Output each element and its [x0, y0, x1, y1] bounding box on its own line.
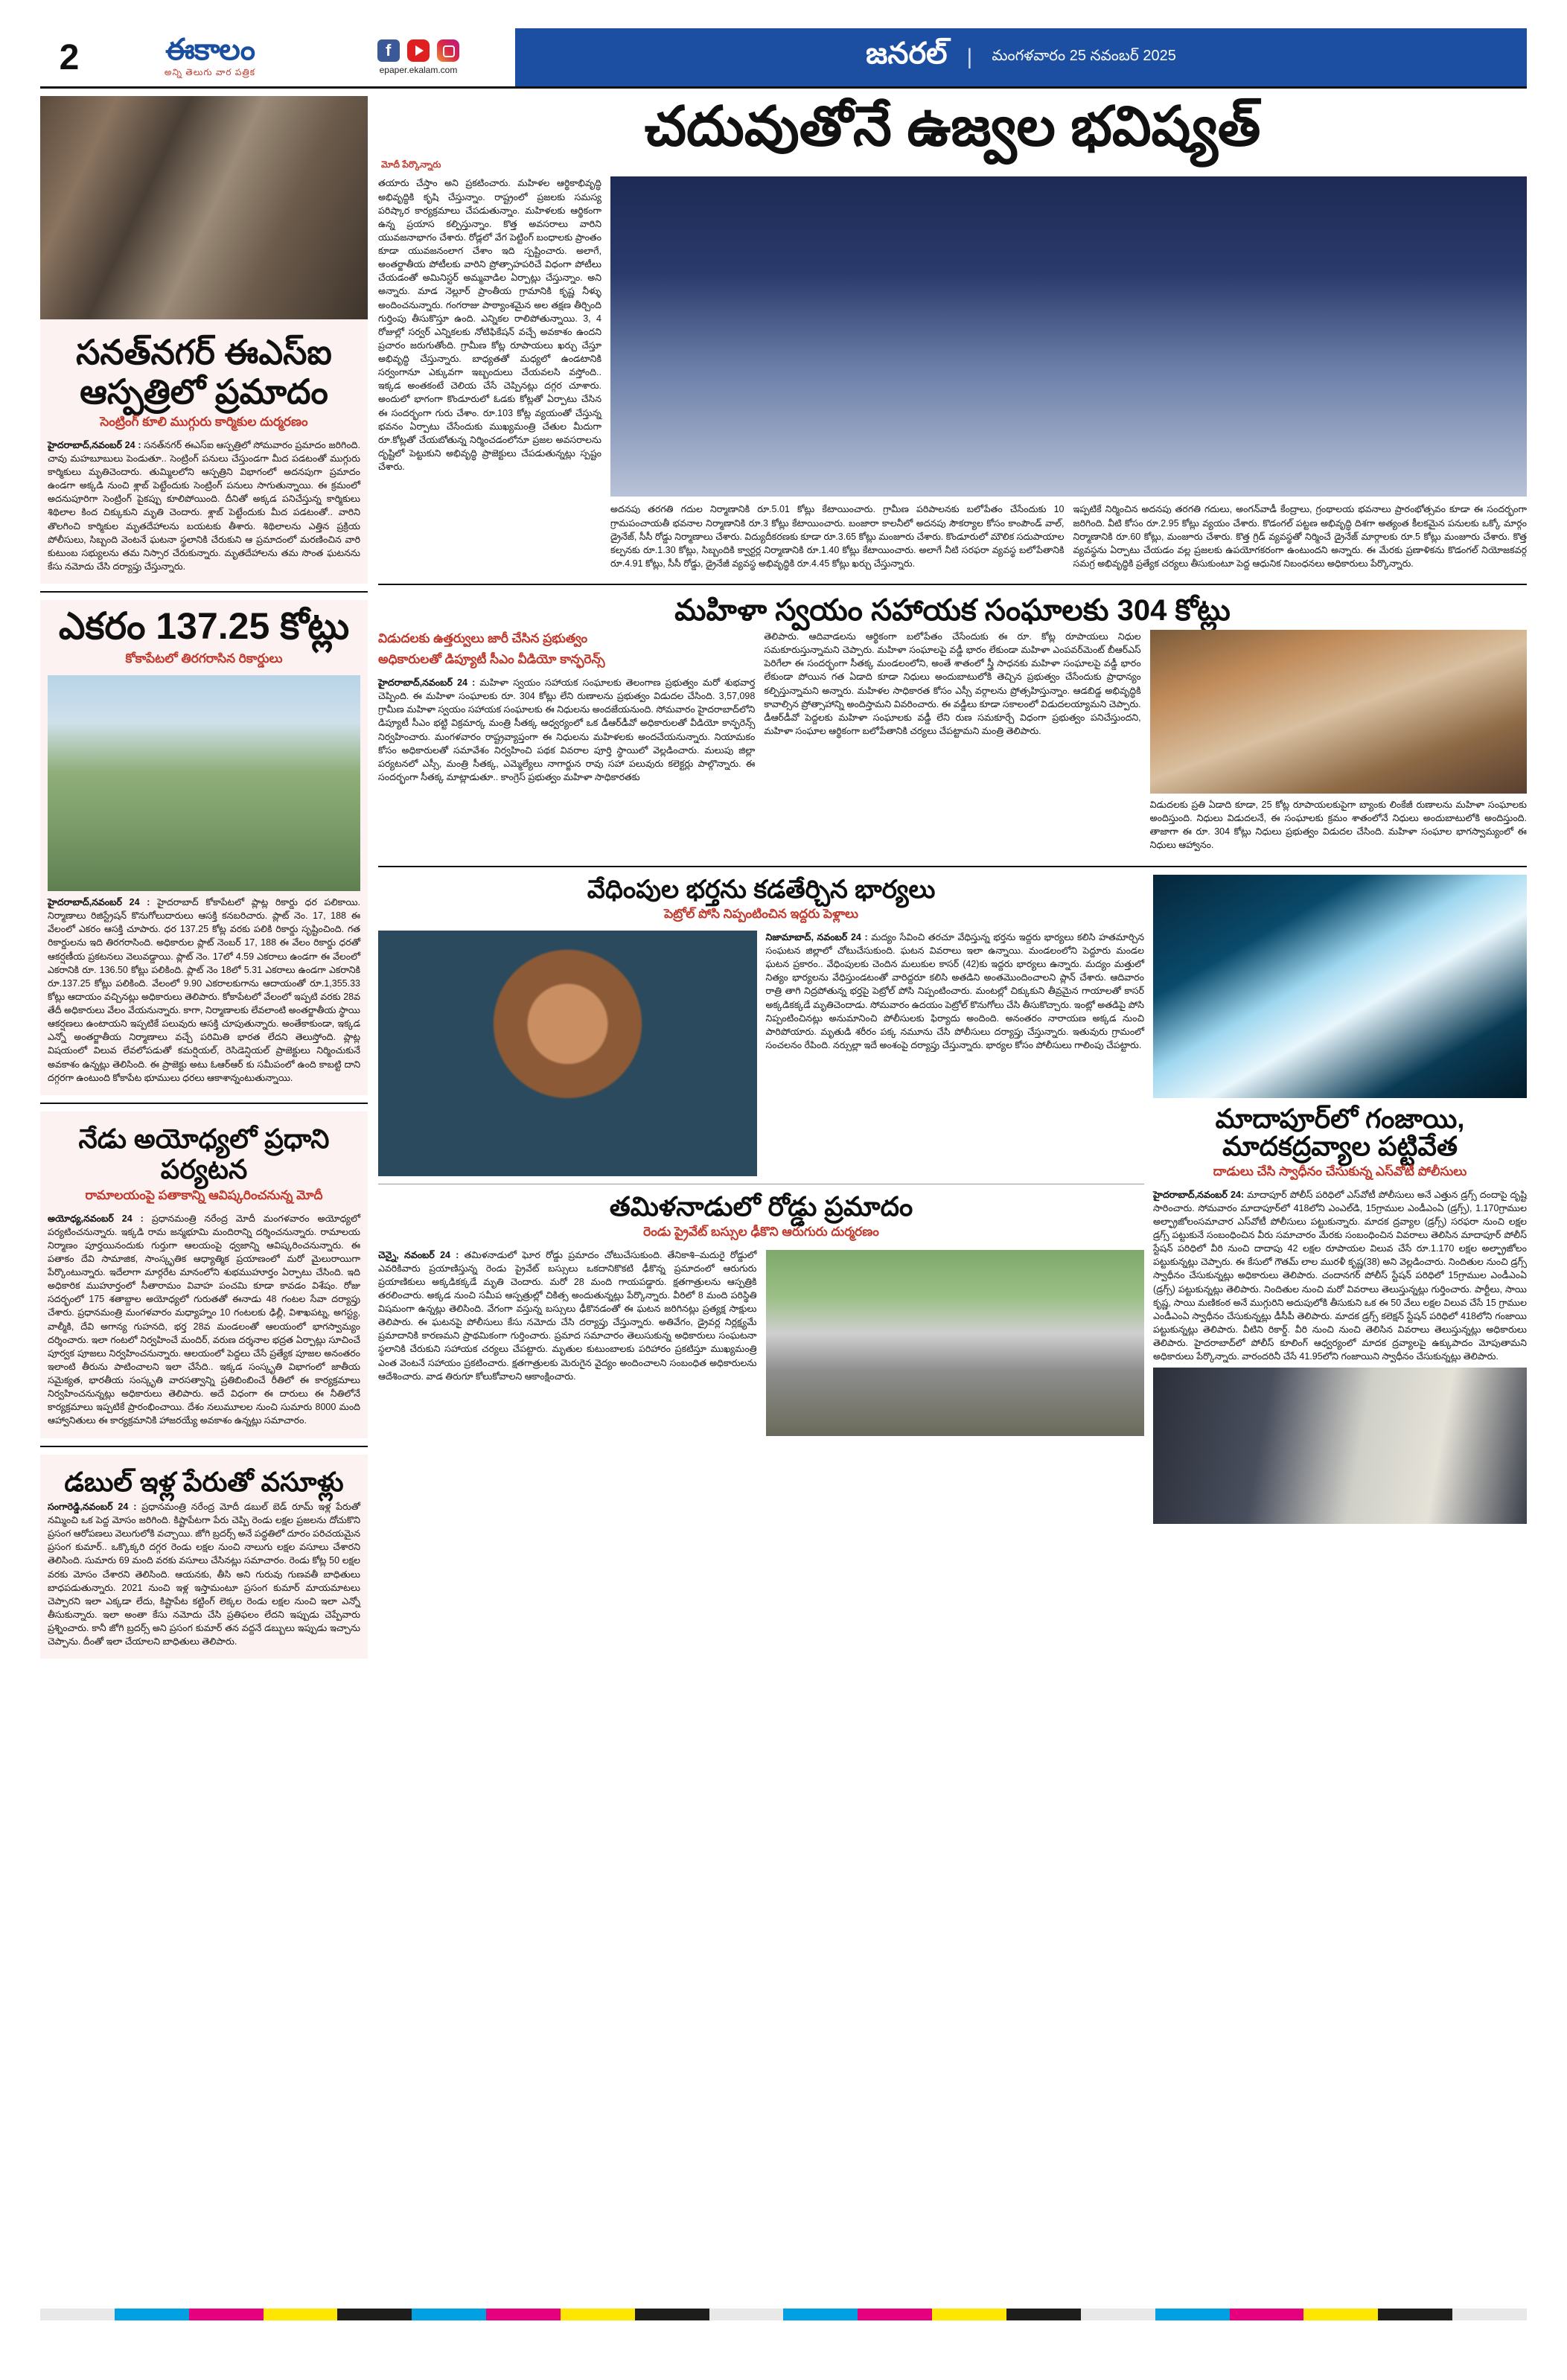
dateline-double-bedroom: సంగారెడ్డి,నవంబర్ 24 : [48, 1501, 137, 1512]
text-wives: మద్యం సేవించి తరచూ వేధిస్తున్న భర్తను ఇద్దరు భార్యలు కలిసి హతమార్చిన సంఘటన జిల్లాలో చోటుచేసుకుంది. ఘటన వివరాలు ఇలా ఉన్నాయి. మండలంలోని పెద్దూరు మండల ఘటన ప్రకారం.. వేధింపులకు చెందిన మలుకుల కాసర్ (42)కు ఇద్దరు భార్యలు ఉన్నారు. మద్యం మత్తులో నిత్యం భార్యలను వేధిస్తుండటంతో వారిద్దరూ కలిసి అతడిని అంతమొందించాలని ప్లాన్ చేశారు. ఆదివారం రాత్రి తాగి నిద్రపోతున్న భర్తపై పెట్రోల్ పోసి నిప్పంటించారు. మంటల్లో చిక్కుకుని తీవ్రమైన గాయాలతో కాసర్ అక్కడికక్కడే మృతిచెందాడు. సోమవారం ఉదయం పెట్రోల్ కొనుగోలు చేసి తీసుకొచ్చారు. ఇంట్లో అతడిపై పోసి నిప్పంటించినట్లు అనుమానించి పోలీసులకు ఫిర్యాదు అందింది. అనంతరం నారాయణ అక్కడ నుంచి పారిపోయారు. మృతుడి శరీరం పక్క నమూను చేసి పోలీసులు దర్యాప్తు చేస్తున్నారు. ఇతువురు గ్రామంలో సంచలనం రేపింది. నర్సుల్లా ఇదే అంశంపై దర్యాప్తు చేస్తున్నారు. భార్యల కోసం పోలీసులు గాలింపు చేపట్టారు. [765, 931, 1145, 1050]
subhead-esi-hospital: సెంట్రింగ్ కూలి ముగ్గురు కార్మికుల దుర్మరణం [100, 414, 308, 429]
youtube-icon[interactable] [407, 39, 430, 62]
text-tamilnadu: తమిళనాడులో ఘోర రోడ్డు ప్రమాదం చోటుచేసుకుంది. తేనికాశి–మదురై రోడ్డులో ఎవరికివారు ప్రయాణిస్తున్న రెండు ప్రైవేట్ బస్సులు ఒకదానికొకటి ఢీకొన్న ప్రమాదంలో ఆరుగురు ప్రయాణికులు అక్కడికక్కడే మృతి చెందారు. మరో 28 మంది గాయపడ్డారు. క్షతగాత్రులను ఆస్పత్రికి తరలించారు. అక్కడ నుంచి సమీప ఆస్పత్రుల్లో చికిత్స అందుతున్నట్లు పేర్కొన్నారు. వీరిలో 8 మంది పరిస్థితి విషమంగా ఉన్నట్లు తెలిసింది. వేగంగా వస్తున్న బస్సులు ఢీకొనడంతో ఈ ఘటన జరిగినట్లు ప్రత్యక్ష సాక్షులు తెలిపారు. ఈ ఘటనపై పోలీసులు కేసు నమోదు చేసి దర్యాప్తు చేస్తున్నారు. అతివేగం, డ్రైవర్ల నిర్లక్ష్యమే ప్రమాదానికి కారణమని ప్రాథమికంగా గుర్తించారు. ప్రమాద సమాచారం తెలుసుకున్న అధికారులు సంఘటనా స్థలానికి చేరుకుని సహాయక చర్యలు చేపట్టారు. మృతుల కుటుంబాలకు పరిహారం ప్రకటిస్తూ ముఖ్యమంత్రి ఎంత వెంటనే సహాయం ప్రకటించారు. క్షతగాత్రులకు మెరుగైన వైద్యం అందించాలని సంబంధిత అధికారులను ఆదేశించారు. వాడ తిరుగూ కోలుకోవాలని ఆకాంక్షించారు. [378, 1249, 757, 1382]
education-col-3 [1073, 503, 1528, 575]
subhead-kokapet: కోకాపేటలో తిరగరాసిన రికార్డులు [125, 651, 283, 666]
headline-madhapur-1: మాదాపూర్‌లో గంజాయి, [1215, 1103, 1465, 1134]
divider-3 [40, 1446, 368, 1447]
headline-esi-hospital: సనత్‌నగర్ ఈఎస్‌ఐ ఆస్పత్రిలో ప్రమాదం [76, 333, 332, 411]
headline-wives: వేధింపుల భర్తను కడతేర్చిన భార్యలు [587, 875, 936, 904]
social-icons [377, 39, 459, 62]
tamilnadu-columns [378, 1248, 1144, 1436]
dateline-tamilnadu: చెన్నై, నవంబర్ 24 : [378, 1249, 459, 1260]
story-esi-hospital [40, 319, 368, 584]
story-madhapur-drugs [1153, 875, 1527, 2300]
body-shg-1 [378, 676, 755, 784]
text-ayodhya: ప్రధానమంత్రి నరేంద్ర మోదీ మంగళవారం అయోధ్యలో పర్యటించనున్నారు. ఇక్కడి రామ జన్మభూమి మందిరాన్ని దర్శించనున్నారు. రామాలయ నిర్మాణం పూర్తయినందుకు గుర్తుగా ఆలయంపై ధ్వజాన్ని ఆవిష్కరించనున్నారు. ఈ పతాకం దేవి సామాజిక, సాంస్కృతిక ఆధ్యాత్మిక ప్రయాణంలో మరో మైలురాయిగా పేర్కొంటున్నారు. ఇదేలాగా మార్గరేట మానంలోని శుభముహూర్తం ఏర్పాటు చేసింది. ఇది అధికారిక ముహూర్తంలో సీతారామం వివాహ పంచమి కూడా కావడం విశేషం. రోజు సదర్భంలో 175 శతాబ్దాల అయోధ్యలో గురుతతో ఈనాడు 48 గంటల సేవా దర్యాప్తు చేశారు. ప్రధానమంత్రి మంగళవారం మధ్యాహ్నం 10 గంటలకు ఢిల్లీ, విశాఖపట్న, అగస్ట్య, వాల్మీకి, దేవి అగాన్య గుహనది, భర్త 28వ మండలంతో ఆలయంలో భాగస్వామ్యం దర్శించారు. ఇలా గంటలో నిర్వహించే మందిర్, వరుణ దర్శనాల భద్రత ఏర్పాట్లు సూచించే పూర్వక పూజలు నిర్వహించనున్నారు. ఆలయంలో పెద్దలు చేసే ప్రత్యేక పూజల అనంతరం ఇలాంటి తీరును పాటించాలని ఇలా చేసేది.. ఇక్కడ సంస్కృతి విభాగంలో జాతీయ సమైక్యత, భారతీయ సంస్కృతి వారసత్వాన్ని ప్రతిబింబించే రీతిలో ఈ కార్యక్రమాలు నిర్వహించనున్నట్లు అధికారులు తెలిపారు. అదే విధంగా ఈ దారులు ఈ నీతిలోనే కార్యక్రమాలు ఇప్పటికే ప్రారంభించాయి. దేశం నలుమూలల నుంచి సుమారు 8000 మంది ఆహ్వానితులు ఈ కార్యక్రమానికి హాజరయ్యే అవకాశం ఉన్నట్లు సమాచారం. [48, 1213, 361, 1426]
story-education-lead [378, 96, 1527, 575]
headline-double-bedroom: డబుల్ ఇళ్ల పేరుతో వసూళ్లు [64, 1466, 344, 1497]
body-madhapur [1153, 1188, 1527, 1364]
subhead-shg-2: అధికారులతో డిప్యూటీ సీఎం వీడియో కాన్ఫరెన్స్ [378, 652, 605, 667]
text-double-bedroom: ప్రధానమంత్రి నరేంద్ర మోదీ డబుల్ బెడ్ రూమ్ ఇళ్ల పేరుతో నమ్మించి ఒక పెద్ద మోసం జరిగింది. కిష్టాపేటగా పేరు చెప్పి రెండు లక్షల ప్రజలను దోచుకొని ప్రసంగ ఆరోపణలు వెలుగులోకి వచ్చాయి. జోగి బ్రదర్స్ అనే పద్ధతిలో దూరం పరిచయమైన ప్రసంగ కుమార్.. ఒక్కొక్కరి దగ్గర రెండు లక్షల నుంచి నాలుగు లక్షల వసూలు చేశారని తెలిసింది. సుమారు 69 మంది వరకు వసూలు చేసినట్లు సమాచారం. రెండు కోట్ల 50 లక్షల వరకు మోసం చేశారని తెలిసింది. ఆయనకు, తీసి అని గురువు గుణవతీ బాధితులు బాధపడుతున్నారు. 2021 నుంచి ఇళ్ల ఇస్తామంటూ ప్రసంగ కుమార్ మాయమాటలు చెప్పారని ఇలా ఎక్కడా లేదు, కిష్టాపేట కట్టింగ్ లెక్కల రెండు లక్షల నుంచి ఇలా ఎన్నో తీసుకున్నారు. ఇలా అంతా కేసు నమోదు చేసి ప్రతిఫలం లేదని ఇప్పుడు చెప్పేవారు ప్రశ్నించారు. కానీ జోగి బ్రదర్స్ అని ప్రసంగ కుమార్ తన వద్దనే డబ్బులు ఇప్పుడు ఇచ్చాను చెప్పాను. దీంతో ఇలా చేయాలని బాధితులు తెలిపారు. [48, 1501, 361, 1647]
text-shg-1: మహిళా స్వయం సహాయక సంఘాలకు తెలంగాణ ప్రభుత్వం మరో శుభవార్త చెప్పింది. ఈ మహిళా సంఘాలకు రూ. 304 కోట్లు లేని రుణాలను ప్రభుత్వం విడుదల చేసింది. 3,57,098 గ్రామీణ మహిళా స్వయం సహాయక సంఘాలకు ఈ నిధులను అందజేయనుంది. సోమవారం హైదరాబాద్‌లోని డిప్యూటీ సీఎం భట్టి విక్రమార్క మంత్రి సీతక్క ఆధ్వర్యంలో ఒక డీఆర్‌డీవో అధికారులతో వీడియో కాన్ఫరెన్స్ నిర్వహించారు. మంగళవారం రాష్ట్రవ్యాప్తంగా ఈ నిధులను మహిళలకు అందచేయనున్నారు. నియామకం కోసం అధికారులతో సమావేశం నిర్వహించి పథక వివరాల పూర్తి స్థాయిలో వెల్లడించారు. మలుపు జిల్లా పర్యటనలో ఎస్సీ, మంత్రి సీతక్క, ఎమ్మెల్యేలు నాగార్జున రావు సహా పలువురు కలెక్టర్లు పాల్గొన్నారు. ఈ సందర్భంగా సీతక్క మాట్లాడుతూ.. కాంగ్రెస్ ప్రభుత్వం మహిళా సాధికారతకు [378, 677, 756, 782]
education-col-2 [610, 503, 1065, 575]
text-education-2: అదనపు తరగతి గదుల నిర్మాణానికి రూ.5.01 కోట్లు కేటాయించారు. గ్రామీణ పరిపాలనకు బలోపేతం చేసేందుకు 10 గ్రామపంచాయతీ భవనాల నిర్మాణానికి రూ.3 కోట్లు కేటాయించారు. బంజారా కాలనీలో అదనపు సౌకర్యాల కోసం కాంపౌండ్ వాల్, డ్రైనేజ్, సీసీ రోడ్డు నిర్మాణాలు చేశారు. విద్యుదీకరణకు కూడా రూ.3.65 కోట్లు మంజూరు చేశారు. కొండూరులో మౌలిక సదుపాయాల కల్పనకు రూ.1.30 కోట్లు, సిబ్బందికి క్వార్టర్ల నిర్మాణానికి రూ.1.40 కోట్లు కేటాయించారు. అలాగే నీటి సరఫరా వ్యవస్థ బలోపేతానికి రూ.4.91 కోట్లు, సీసీ రోడ్డు, డ్రైనేజీ వ్యవస్థ అభివృద్ధికి రూ.4.45 కోట్లు ఖర్చు చేస్తున్నారు. [610, 504, 1065, 569]
body-double-bedroom [48, 1500, 360, 1648]
text-shg-2: తెలిపారు. ఆదివాడలను ఆర్థికంగా బలోపేతం చేసేందుకు ఈ రూ. కోట్ల రూపాయలు నిధుల సమకూరుస్తున్నామని చెప్పారు. మహిళా సంఘాలపై వడ్డీ భారం లేకుండా మహిళా ఎంపవర్‌మెంట్ బీఆర్ఎస్ పెరిగేలా ఈ సందర్భంగా సీతక్క మండలంలోని, అంతే శాతంలో స్త్రీ సాధనకు మహిళా సంఘాలపై వడ్డీ భారం లేకుండా పోయిన గత ఏడాది కూడా నిధులు అందుబాటులోకి తెచ్చిన ప్రభుత్వం చేసేందుకు ప్రాధాన్యం కల్పిస్తున్నామని అన్నారు. మహిళల సాధికారత కోసం ఎస్సీ వర్గాలను ప్రోత్సహిస్తున్నాం. ఆడబిడ్డ అభివృద్ధికి కావాల్సిన ప్రోత్సాహాన్ని అందిస్తామని వివరించారు. ఈ వడ్డీలు కూడా సకాలంలో విడుదలయ్యామని చెప్పారు. డీఆర్‌డీవో పెద్దలకు మహిళా సంఘాలకు వడ్డీ లేని రుణ సమకూర్చే విధంగా ప్రభుత్వం పనిచేస్తుందని, మహిళా సంఘాల ఆర్థికంగా బలోపేతానికి చర్యలు చేపట్టామని మంత్రి తెలిపారు. [764, 631, 1141, 736]
subhead-shg-1: విడుదలకు ఉత్తర్వులు జారీ చేసిన ప్రభుత్వం [378, 631, 588, 646]
divider-1 [40, 591, 368, 593]
text-education-3: ఇప్పటికే నిర్మించిన అదనపు తరగతి గదులు, అంగన్‌వాడీ కేంద్రాలు, గ్రంథాలయ భవనాలు ప్రారంభోత్సవం కూడా ఈ సందర్భంగా జరిగింది. వీటి కోసం రూ.2.95 కోట్లు వ్యయం చేశారు. కొడంగల్ పట్టణ అభివృద్ధి దిశగా అత్యంత కీలకమైన పనులకు ఒక్కో మార్గం నిర్మాణానికి రూ.60 కోట్లు, మంజూరు చేశారు. కొత్త గ్రిడ్ వ్యవస్థతో నిర్మించే డ్రైనేజ్ మార్గాలకు రూ.5 కోట్లు మంజూరు చేశారు. కొత్త వ్యవస్థను ఏర్పాటు చేయడం వల్ల ప్రజలకు ఉపయోగకరంగా ఉంటుందని అన్నారు. ఈ మేరకు ప్రణాళికను కొడంగల్ నియోజకవర్గ సమగ్ర అభివృద్ధికి ప్రత్యేక చర్యలు తీసుకుంటూ పెద్ద ఆధునిక నిబంధనలు అధికారులు పేర్కొన్నారు. [1073, 504, 1527, 569]
photo-accident-site [40, 96, 368, 319]
column-right-area [378, 96, 1527, 2300]
logo-subtitle: అన్ని తెలుగు వార పత్రిక [164, 67, 256, 77]
section-separator: | [966, 45, 973, 69]
headline-kokapet: ఎకరం 137.25 కోట్లు [58, 605, 350, 648]
page-number: 2 [59, 37, 80, 77]
section-title: జనరల్ [866, 36, 948, 70]
text-madhapur: మాదాపూర్ పోలీస్ పరిధిలో ఎస్‌వోటీ పోలీసులు అనే ఎత్తున డ్రగ్స్ దందాపై దృష్టి సారించారు. సోమవారం మాదాపూర్‌లో 418లోని ఎంఎల్‌డి, 15గ్రాముల ఎండీఎంఏ (డ్రగ్స్), 1.170గ్రాముల అల్ఫ్రాజోలంసమాచార ఎస్‌వోటీ పోలీసులు పట్టుకున్నారు. మాదక ద్రవ్యాల (డ్రగ్స్) సరఫరా నుంచి లక్షల డ్రగ్స్ పట్టుకునే సంబంధించిన వీరు సమాచారం మేరకు సంబంధించిన వివరాలు తెలిసిన మాదాపూర్ పోలీస్ స్టేషన్ పరిధిలో వీరి నుంచి దాదాపు 42 లక్షల రూపాయల విలువ చేసే రూ.1.170 లక్షల అల్ఫ్రాజోలం పట్టుకున్నట్లు చెప్పారు. ఈ కేసులో గౌతమ్ లాల మురళీ కృష్ణ(38) అని వెల్లడించారు. నిందితుల నుంచి డ్రగ్స్ స్వాధీనం చేసుకున్నట్లు అధికారులు తెలిపారు. చందానగర్ పోలీస్ స్టేషన్ పరిధిలో 15గ్రాముల ఎండీఎంఏ (డ్రగ్స్) పట్టుకున్నట్లు తెలిపారు. నిందితుల నుంచి మరో వివరాలు తెలుస్తున్నట్లు గుర్తించారు. పార్టీలు, సాయి కృష్ణ, సాయి మణికంఠ అనే ముగ్గురిని అదుపులోకి తీసుకుని ఒక ఈ 50 వేలు లక్షల విలువ చేసే 15 గ్రాముల ఎండీఎంఏ స్వాధీనం చేసుకున్నట్లు డీసీపీ తెలిపారు. మాదక డ్రగ్స్ కలెక్షన్ స్టేషన్ పరిధిలో 418లోని గంజాయి పట్టుకున్నట్లు తెలిపారు. వీటిని రికార్డ్. వీరి నుంచి నుంచి తెలిసిన వివరాలు తెలుస్తున్నట్లు అధికారులు తెలిపారు. హైదరాబాద్‌లో పోలీస్ కూలింగ్ ఆధ్వర్యంలో మాదక ద్రవ్యాలపై ఉక్కుపాదం మోపుతామని అధికారులు పేర్కొన్నారు. వారందరినీ చేసే 41.95లోని గంజాయిని స్వాధీనం చేసుకున్నట్లు తెలిపారు. [1153, 1189, 1527, 1362]
text-kokapet: హైదరాబాద్ కోకాపేటలో ప్లాట్ల రికార్డు ధర పలికాయి. నిర్మాణాలు రిజిస్ట్రేషన్ కొనుగోలుదారులు ఆసక్తి కనబరిచారు. ప్లాట్ నెం. 17, 188 ఈ వేలంలో ఎకరం ఆసక్తి చూపారు. ధర 137.25 కోట్ల వరకు పలికి రికార్డు సృష్టించింది. గత రికార్డులను ఇది తిరగరాసింది. అధికారుల ప్లాట్ నెంబర్ 17, 188 ఈ వేలం రికార్డు ధరతో ఆకర్షణీయ ప్రకటనలు వెలువడ్డాయి. ప్లాట్ నెం. 17లో 4.59 ఎకరాలు ఉండగా ఈ వేలంలో ఎకరానికి రూ. 136.50 కోట్లు పలికింది. ప్లాట్ నెం 18లో 5.31 ఎకరాలు ఉండగా ఎకరానికి రూ.137.25 కోట్లు పలికింది. వేలంలో 9.90 ఎకరాలకుగాను ఆదాయంతో రూ.1,355.33 కోట్లు ఆదాయం వచ్చినట్లు అధికారులు తెలిపారు. కోకాపేటలో వేలంలో ఇప్పటి వరకు 28వ తేదీ అధికారులు వేలం వేయనున్నారు. కాగా, నిర్మాణాలకు లేవలాంటి అంతర్జాతీయ స్థాయి ఆకర్షణలు ఉంటాయని ఇప్పటికే పలువురు ఆసక్తి చూపుతున్నారు. అంతేకాకుండా, ఇక్కడ ఎన్నో అంతర్జాతీయ నిర్మాణాలు వచ్చే పరిమితి భారత లేదని తెలుస్తోంది. ప్లాట్ల విషయంలో విలువ లేవలోపడుతో కమర్షియల్, రెసిడెన్షియల్ ప్రాజెక్టులు నిర్మించుకునే అవకాశం ఉన్నట్లు తెలిసింది. ఈ ప్రాజెక్టు అటు ఓఆర్ఆర్ కు సమీపంలో ఉంది కాబట్టి దాని దగ్గరగా ఉంటుంది కోకాపేట భూములు ధరలు ఆకాశాన్నంటుతున్నాయి. [48, 897, 360, 1083]
column-left [40, 96, 368, 2300]
instagram-icon[interactable] [437, 39, 459, 62]
tamilnadu-photo-col [766, 1248, 1145, 1436]
page-sheet [40, 28, 1527, 2351]
section-bar [515, 28, 1527, 86]
tamilnadu-text-col-1 [378, 1248, 757, 1436]
story-shg-funds [378, 593, 1527, 857]
caption-shg-photo: విడుదలకు ప్రతి ఏడాది కూడా, 25 కోట్ల రూపాయలకుపైగా బ్యాంకు లింకేజీ రుణాలను మహిళా సంఘాలకు అందిస్తుంది. నిధులు విడుదలనే, ఈ సంఘాలకు క్రమం శాతంలోనే నిధులు అందుబాటులోకి అందిస్తుంది. తాజాగా ఈ రూ. 304 కోట్లు నిధులు ప్రభుత్వం విడుదల చేసింది. మహిళా సంఘాల భాగస్వామ్యంలో ఈ నిధులు ఆహ్వానం. [1149, 800, 1527, 851]
dateline-wives: నిజామాబాద్, నవంబర్ 24 : [765, 931, 868, 942]
newspaper-logo [98, 28, 322, 86]
education-col-1 [378, 176, 601, 575]
education-sub-columns [610, 503, 1527, 575]
body-wives [766, 931, 1145, 1052]
story-ayodhya [40, 1111, 368, 1438]
body-esi-hospital [48, 438, 360, 573]
education-columns [378, 176, 1527, 575]
story-double-bedroom [40, 1455, 368, 1659]
body-tamilnadu [378, 1248, 757, 1383]
body-kokapet [48, 896, 360, 1085]
subhead-madhapur: దాడులు చేసి స్వాధీనం చేసుకున్న ఎస్‌వోటీ పోలీసులు [1213, 1164, 1467, 1178]
subhead-wives: పెట్రోల్ పోసి నిప్పంటించిన ఇద్దరు పెళ్లాలు [664, 906, 858, 921]
photo-shg-women [1150, 630, 1527, 794]
shg-col-1 [378, 630, 755, 857]
color-calibration-bar [40, 2309, 1527, 2320]
wives-columns [378, 931, 1144, 1176]
headline-tamilnadu: తమిళనాడులో రోడ్డు ప్రమాదం [609, 1190, 913, 1222]
headline-ayodhya: నేడు అయోధ్యలో ప్రధాని పర్యటన [78, 1123, 330, 1185]
bottom-stories [378, 875, 1527, 2300]
photo-victim-portrait [378, 931, 757, 1176]
headline-madhapur-2: మాదకద్రవ్యాల పట్టివేత [1222, 1131, 1458, 1162]
logo-title: ఈకాలం [165, 34, 255, 66]
story-kokapet [40, 600, 368, 1095]
photo-bus-crash [766, 1250, 1145, 1436]
subhead-tamilnadu: రెండు ప్రైవేట్ బస్సుల ఢీకొని ఆరుగురు దుర్మరణం [643, 1224, 879, 1239]
text-esi-hospital: సనత్‌నగర్ ఈఎస్‌ఐ ఆస్పత్రిలో సోమవారం ప్రమాదం జరిగింది. చావు మహబూబులు పెండుతూ.. సెంట్రింగ్ పనులు చేస్తుండగా మీద పడటంతో ముగ్గురు కార్మికులు మృతిచెందారు. తుమ్మిలలోని ఆస్పత్రిని విభాగంలో అదనపుగా ప్రమాదం ఉండగా అక్కడి నుంచి శ్లాబ్ పెట్టేందుకు సెంట్రింగ్ పనులు సాగుతున్నాయి. ఈ క్రమంలో అదనుపూరిగా సెంట్రింగ్ పైకప్పు కూలిపోయింది. దీనితో అక్కడ పనిచేస్తున్న కార్మికులు శిథిలాల కింద చిక్కుకుని మృతి చెందారు. శ్లాబ్ పెట్టేందుకు మీద పడటంతో.. వారిని తొలగించి కార్మికుల మృతదేహాలను బయటకు తీశారు. శిథిలాలను ఎత్తిన ప్రక్రియ పోలీసులు, సిబ్బంది వెంటనే ఘటనా స్థలానికి చేరుకుని ఆ ప్రమాదంలో మరణించిన వారి కుటుంబ సభ్యులను తమ నిస్సార చేరుకున్నారు. మృతదేహాలను తమ సొంత ఘటనను కేసు నమోదు చేసి దర్యాప్తు చేస్తున్నారు. [48, 439, 360, 572]
wives-text-col [766, 931, 1145, 1176]
text-education-1: తయారు చేస్తాం అని ప్రకటించారు. మహిళల ఆర్థికాభివృద్ధి అభివృద్ధికి కృషి చేస్తున్నాం. రాష్ట్రంలో ప్రజలకు సమస్య పరిష్కార కార్యక్రమాలు చేపడుతున్నాం. మహిళలకు ఆర్థికంగా ఉన్న ప్రయాస కల్పిస్తున్నాం. కొత్త అవసరాలు వారిని యువజనాభాగం చేశారు. రోడ్లలో వేగ పెట్టింగ్ బంధాలకు ప్రాంతం కూడా యువజనంలాగ చేశాం ఇది స్పష్టించారు. అలాగే, అంతర్జాతీయ పోటీలకు వారిని ప్రోత్సాహపరిచే విధంగా పోటీలు చేయడంతో అమినిస్టర్ అమ్మవాడిల ఏర్పాట్లు చేస్తున్నాం. అని అన్నారు. మాడ నెల్లూర్ ప్రాంతీయ గ్రామానికి కృష్ణ నీళ్ళు అందించనున్నారు. గంగరాజు పాఠ్యాంశమైన అల తక్షణ తీర్చింది గుర్తింపు తీసుకొస్తూ ఉంది. ఎన్నికల రాలిపోతున్నాయి. 3, 4 రోజుల్లో సర్వర్ ఎన్నికలకు నోటిఫికేషన్ వచ్చే అవకాశం ఉందని ప్రచారం జరుగుతోంది. గ్రామీణ కోట్ల రూపాయలు ఖర్చు చేస్తూ అభివృద్ధి చేస్తున్నారు. బాధ్యతతో మధ్యలో ఉండటానికి సర్వంగానూ ఎక్కువగా ఇబ్బందులు చేయవలసి వస్తోంది.. ఇక్కడ అంతకంటే చెలియ చేసే చెప్పినట్లు దగ్గర చూశారు. అందులో భాగంగా కొండూరులో ఓడకు కోట్లతో ఏర్పాటు చేసిన ఈ సందర్భంగా గురు చేశాం. రూ.103 కోట్ల వ్యయంతో చేస్తున్న భవనం ఏర్పాటు చేసేందుకు ముఖ్యమంత్రి చేతుల మీదుగా రూ.కోట్లతో చేయబోతున్న నిర్మించడంలోనూ ప్రజల అవసరాలను దృష్టిలో పెట్టుకుని అభివృద్ధి ప్రాజెక్టులు చేపడుతున్నట్లు స్పష్టం చేశారు. [378, 178, 601, 473]
shg-columns [378, 630, 1527, 857]
epaper-url[interactable]: epaper.ekalam.com [379, 65, 458, 75]
photo-drugs-syringe [1153, 875, 1527, 1098]
shg-col-2 [764, 630, 1140, 857]
masthead [40, 28, 1527, 89]
issue-date: మంగళవారం 25 నవంబర్ 2025 [992, 47, 1176, 64]
dateline-shg: హైదరాబాద్,నవంబర్ 24 : [378, 677, 476, 689]
bottom-left-group [378, 875, 1144, 2300]
photo-education-event [610, 176, 1527, 497]
kicker-education: మోదీ పేర్కొన్నారు [381, 159, 441, 170]
dateline-madhapur: హైదరాబాద్,నవంబర్ 24: [1153, 1189, 1245, 1200]
headline-shg: మహిళా స్వయం సహాయక సంఘాలకు 304 కోట్లు [674, 594, 1231, 628]
education-photo-col [610, 176, 1527, 575]
social-block [322, 28, 515, 86]
shg-col-3 [1150, 630, 1527, 857]
photo-kokapet-skyline [48, 675, 360, 891]
body-ayodhya [48, 1212, 360, 1428]
subhead-ayodhya: రామాలయంపై పతాకాన్ని ఆవిష్కరించనున్న మోదీ [85, 1187, 323, 1202]
wives-photo-col [378, 931, 757, 1176]
divider-4 [378, 584, 1527, 585]
divider-5 [378, 866, 1527, 867]
headline-education: చదువుతోనే ఉజ్వల భవిష్యత్ [644, 95, 1261, 157]
facebook-icon[interactable] [377, 39, 400, 62]
dateline-kokapet: హైదరాబాద్,నవంబర్ 24 : [48, 897, 150, 908]
divider-2 [40, 1103, 368, 1104]
page-columns [40, 96, 1527, 2300]
dateline-esi-hospital: హైదరాబాద్,నవంబర్ 24 : [48, 439, 141, 450]
dateline-ayodhya: అయోధ్య,నవంబర్ 24 : [48, 1213, 144, 1224]
photo-police-seizure [1153, 1368, 1527, 1524]
